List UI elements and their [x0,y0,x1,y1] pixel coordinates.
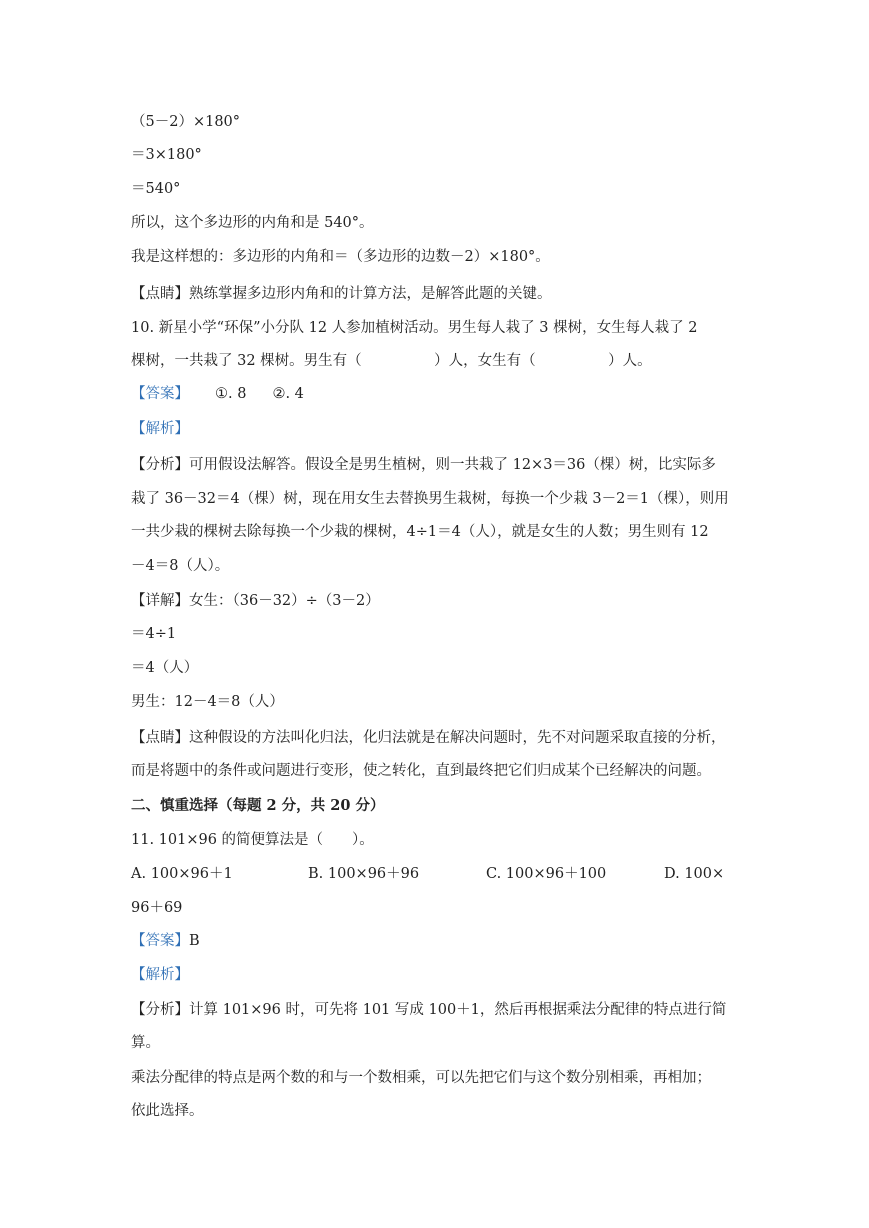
comment-line: 【点睛】熟练掌握多边形内角和的计算方法，是解答此题的关键。 [131,286,552,302]
analysis-11-line-1: 【分析】计算 101×96 时，可先将 101 写成 100＋1，然后再根据乘法分配律的特点进行简 [131,1002,727,1018]
analysis-10-line-3: 一共少栽的棵树去除每换一个少栽的棵树，4÷1＝4（人），就是女生的人数；男生则有 12 [131,524,709,540]
reasoning-line: 我是这样想的：多边形的内角和＝（多边形的边数－2）×180°。 [131,249,550,265]
calc-line-3: ＝540° [131,181,181,197]
analysis-label: 【解析】 [131,421,189,437]
comment-10-line-1: 【点睛】这种假设的方法叫化归法，化归法就是在解决问题时，先不对问题采取直接的分析， [131,730,726,746]
detail-line-2: ＝4÷1 [131,626,177,642]
option-d: D. 100× [664,866,725,882]
option-a: A. 100×96＋1 [131,866,233,882]
analysis-10-line-2: 栽了 36－32＝4（棵）树，现在用女生去替换男生栽树，每换一个少栽 3－2＝1（棵），则用 [131,491,729,507]
option-c: C. 100×96＋100 [486,866,607,882]
answer-11 [131,931,200,951]
analysis-10-line-1: 【分析】可用假设法解答。假设全是男生植树，则一共栽了 12×3＝36（棵）树，比实际多 [131,457,716,473]
detail-line-1: 【详解】女生：（36－32）÷（3－2） [131,593,380,609]
question-10-line-1: 10. 新星小学“环保”小分队 12 人参加植树活动。男生每人栽了 3 棵树，女生每人栽了 2 [131,320,698,336]
option-d-continued: 96＋69 [131,900,183,916]
comment-10-line-2: 而是将题中的条件或问题进行变形，使之转化，直到最终把它们归成某个已经解决的问题。 [131,763,711,779]
analysis-10-line-4: －4＝8（人）。 [131,558,230,574]
question-11: 11. 101×96 的简便算法是（ ）。 [131,832,374,848]
answer-10-part-2: ②. 4 [272,386,304,402]
section-heading: 二、慎重选择（每题 2 分，共 20 分） [131,797,385,814]
calc-line-2: ＝3×180° [131,147,202,163]
analysis-11-line-3: 乘法分配律的特点是两个数的和与一个数相乘，可以先把它们与这个数分别相乘，再相加； [131,1070,711,1086]
analysis-label: 【解析】 [131,967,189,983]
detail-line-4: 男生：12－4＝8（人） [131,694,284,710]
answer-10 [131,384,304,404]
option-b: B. 100×96＋96 [308,866,420,882]
analysis-11-line-4: 依此选择。 [131,1103,204,1119]
question-10-line-2: 棵树，一共栽了 32 棵树。男生有（ ）人，女生有（ ）人。 [131,353,652,369]
answer-11-value: B [189,933,200,949]
answer-10-part-1: ①. 8 [215,386,247,402]
answer-label: 【答案】 [131,386,189,402]
answer-label: 【答案】 [131,933,189,949]
calc-line-1: （5－2）×180° [131,114,241,130]
analysis-11-line-2: 算。 [131,1035,160,1051]
detail-line-3: ＝4（人） [131,660,199,676]
conclusion-line: 所以，这个多边形的内角和是 540°。 [131,215,374,231]
